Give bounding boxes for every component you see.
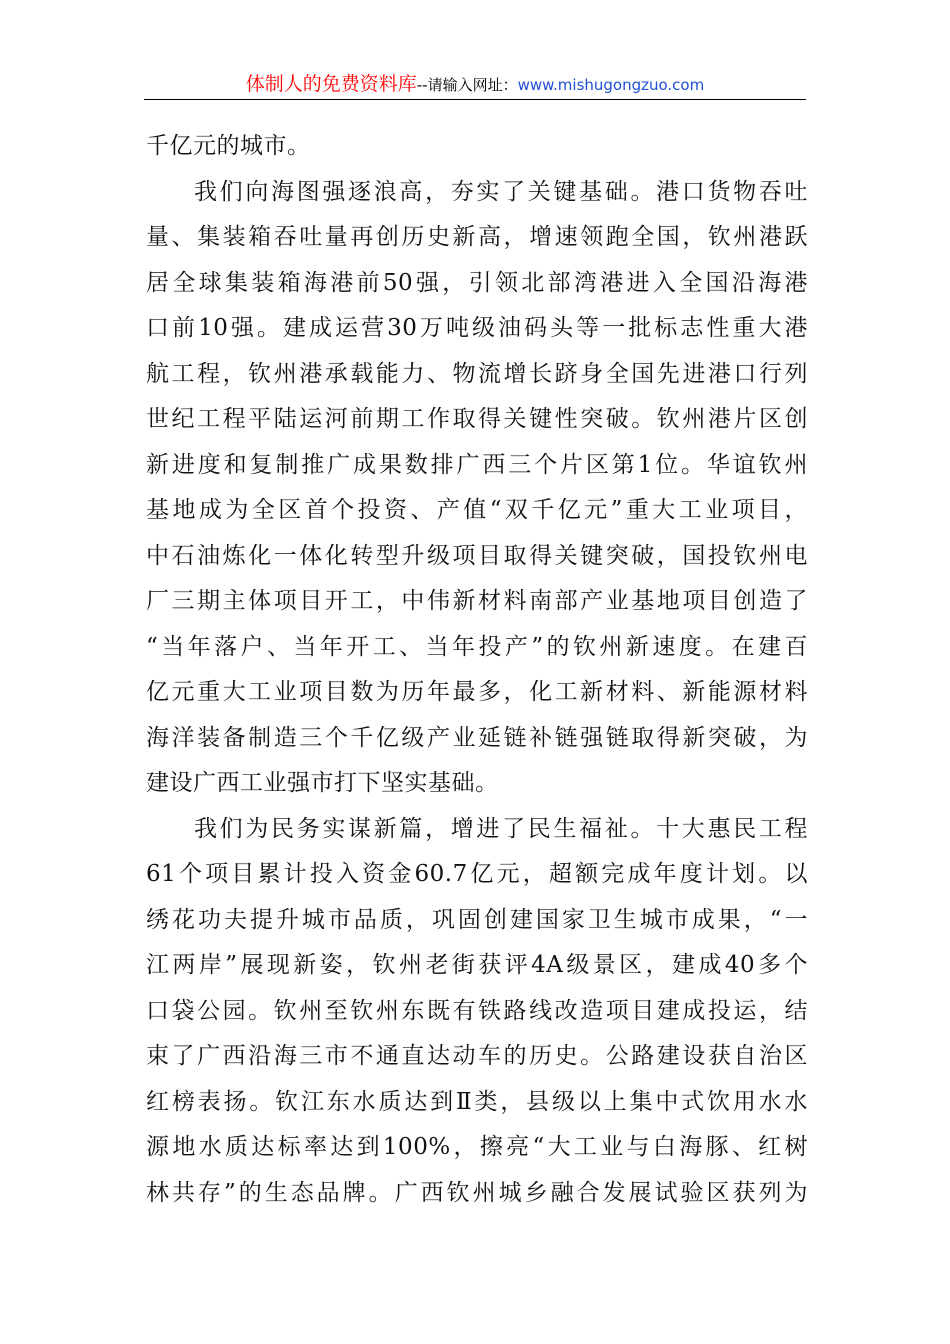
text-line: 航工程，钦州港承载能力、物流增长跻身全国先进港口行列 bbox=[146, 360, 808, 387]
text-line: 千亿元的城市。 bbox=[146, 133, 311, 159]
header-prompt: --请输入网址： bbox=[416, 76, 518, 94]
text-line: 新进度和复制推广成果数排广西三个片区第1位。华谊钦州 bbox=[146, 451, 808, 478]
text-line: 居全球集装箱海港前50强，引领北部湾港进入全国沿海港 bbox=[146, 269, 808, 296]
text-line: 中石油炼化一体化转型升级项目取得关键突破，国投钦州电 bbox=[146, 542, 808, 569]
text-line: 基地成为全区首个投资、产值“双千亿元”重大工业项目， bbox=[146, 497, 808, 523]
document-body bbox=[146, 124, 808, 1216]
text-line: 量、集装箱吞吐量再创历史新高，增速领跑全国，钦州港跃 bbox=[146, 224, 808, 250]
text-line: 世纪工程平陆运河前期工作取得关键性突破。钦州港片区创 bbox=[146, 406, 808, 432]
text-line: 源地水质达标率达到100%，擦亮“大工业与白海豚、红树 bbox=[146, 1134, 808, 1160]
header-url-link[interactable]: www.mishugongzuo.com bbox=[517, 76, 705, 94]
paragraph-first-line: 我们为民务实谋新篇，增进了民生福祉。十大惠民工程 bbox=[194, 815, 808, 842]
text-line: 亿元重大工业项目数为历年最多，化工新材料、新能源材料 bbox=[146, 679, 808, 705]
text-line: 束了广西沿海三市不通直达动车的历史。公路建设获自治区 bbox=[146, 1043, 808, 1069]
text-line: 江两岸”展现新姿，钦州老街获评4A级景区，建成40多个 bbox=[146, 952, 808, 978]
text-line: 红榜表扬。钦江东水质达到Ⅱ类，县级以上集中式饮用水水 bbox=[146, 1088, 808, 1115]
text-line: 口袋公园。钦州至钦州东既有铁路线改造项目建成投运，结 bbox=[146, 997, 808, 1024]
text-line: 海洋装备制造三个千亿级产业延链补链强链取得新突破，为 bbox=[146, 724, 808, 751]
header-brand: 体制人的免费资料库 bbox=[245, 73, 417, 95]
page-header bbox=[144, 72, 806, 100]
text-line: 林共存”的生态品牌。广西钦州城乡融合发展试验区获列为 bbox=[146, 1179, 808, 1206]
text-line: “当年落户、当年开工、当年投产”的钦州新速度。在建百 bbox=[146, 633, 808, 660]
text-line: 厂三期主体项目开工，中伟新材料南部产业基地项目创造了 bbox=[146, 588, 808, 614]
text-line: 口前10强。建成运营30万吨级油码头等一批标志性重大港 bbox=[146, 315, 808, 341]
text-line: 绣花功夫提升城市品质，巩固创建国家卫生城市成果，“一 bbox=[146, 906, 808, 933]
text-line: 建设广西工业强市打下坚实基础。 bbox=[146, 770, 499, 796]
paragraph-first-line: 我们向海图强逐浪高，夯实了关键基础。港口货物吞吐 bbox=[194, 178, 808, 205]
text-line: 61个项目累计投入资金60.7亿元，超额完成年度计划。以 bbox=[146, 861, 808, 887]
